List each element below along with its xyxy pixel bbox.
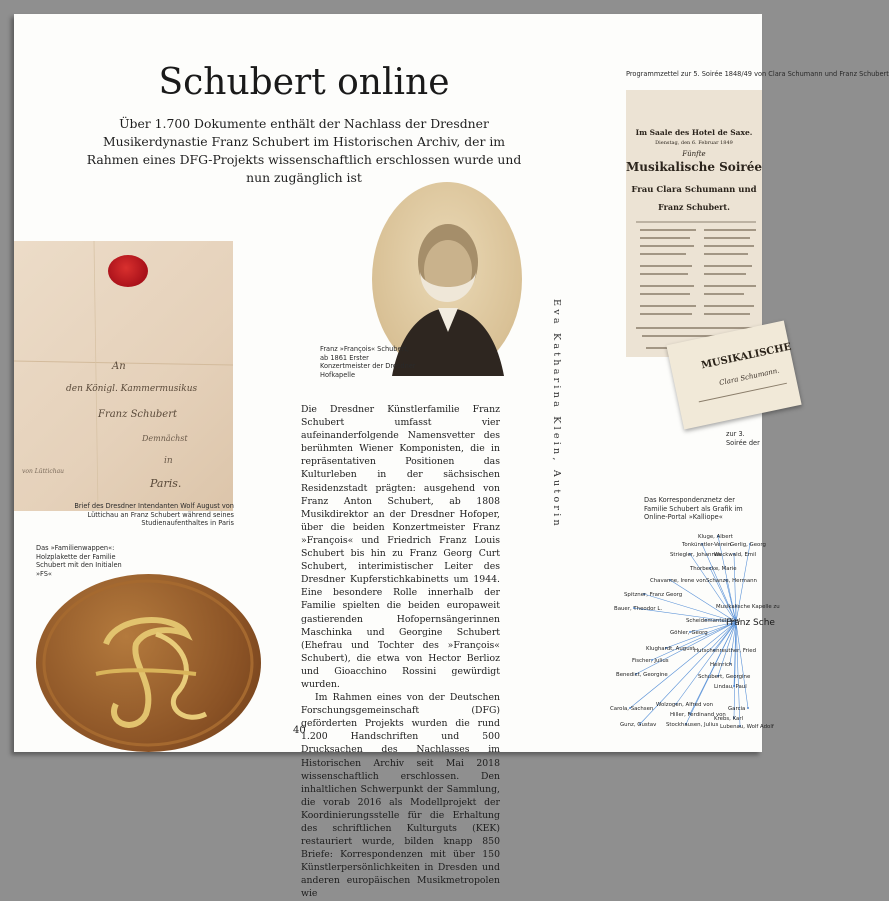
page-number: 40 xyxy=(293,725,306,736)
network-node-label[interactable]: Bauer, Theodor L. xyxy=(614,606,663,612)
network-node-label[interactable]: Gunz, Gustav xyxy=(620,722,657,728)
network-node-label[interactable]: Carola, Sachsen xyxy=(610,706,654,712)
page-title: Schubert online xyxy=(158,62,450,103)
network-node-label[interactable]: Klughardt, August xyxy=(646,646,695,652)
letter-line-4: Demnächst xyxy=(142,434,188,443)
article-body xyxy=(301,403,500,901)
letter-image xyxy=(14,241,233,511)
poster-heading-1: Fünfte xyxy=(682,150,706,158)
network-center-label: Franz Sche xyxy=(726,618,775,628)
body-paragraph-1: Die Dresdner Künstlerfamilie Franz Schubert umfasst vier aufeinanderfolgende Namensvetter des berühmten Wiener Komponisten, die in repräsentativen Positionen das Kulturleben in der sächsischen Residenzstadt prägten: ausgehend von Franz Anton Schubert, ab 1808 Musikdirektor an der Dresdner Hofoper, über die beiden Konzertmeister Franz »François« und Friedrich Franz Louis Schubert bis hin zu Franz Georg Curt Schubert, interimistischer Leiter des Dresdner Kupferstichkabinetts um 1944. Eine besondere Rolle innerhalb der Familie spielten die beiden europaweit gastierenden Hofopernsängerinnen Maschinka und Georgine Schubert (Ehefrau und Tochter des »François« Schubert), die etwa von Hector Berlioz und Gioacchino Rossini gewürdigt wurden. xyxy=(301,404,500,690)
network-node-label[interactable]: Fischer, Julius xyxy=(632,658,669,664)
letter-line-6: Paris. xyxy=(150,477,182,490)
caption-network: Das Korrespondenznetz der Familie Schubert als Grafik im Online-Portal »Kalliope« xyxy=(644,496,743,522)
network-node-label[interactable]: Göhler, Georg xyxy=(670,630,708,636)
letter-corner-note: von Lüttichau xyxy=(22,468,65,475)
letter-handwriting xyxy=(14,241,233,511)
caption-poster: Programmzettel zur 5. Soirée 1848/49 von Clara Schumann und Franz Schubert xyxy=(626,70,889,78)
network-node-label[interactable]: Kluge, Albert xyxy=(698,534,733,540)
poster-heading-2: Musikalische Soirée xyxy=(626,160,762,174)
network-edge xyxy=(652,622,736,660)
poster-venue: Im Saale des Hotel de Saxe. xyxy=(635,128,753,137)
ticket-title: MUSIKALISCHE xyxy=(700,341,793,372)
network-edge xyxy=(726,580,736,622)
letter-line-3: Franz Schubert xyxy=(98,409,178,420)
network-node-label[interactable]: Tonkünstler-Verein xyxy=(682,542,732,548)
network-node-label[interactable]: Lindau, Paul xyxy=(714,684,747,690)
program-poster-image xyxy=(626,90,762,357)
network-node-label[interactable]: Scheidemantel, Karl xyxy=(686,618,741,624)
network-node-label[interactable]: Heinrich xyxy=(710,662,733,668)
magazine-page xyxy=(14,14,889,900)
author-credit: Eva Katharina Klein, Autorin xyxy=(551,299,562,529)
network-node-label[interactable]: Schubert, Georgine xyxy=(698,674,751,680)
family-medal-image xyxy=(36,574,261,752)
caption-ticket: zur 3. Soirée der xyxy=(726,430,760,447)
network-node-label[interactable]: Striegler, Johannes xyxy=(670,552,722,558)
letter-line-5: in xyxy=(164,456,173,466)
network-node-label[interactable]: Spitzner, Franz Georg xyxy=(624,592,683,598)
network-node-dot xyxy=(747,707,749,709)
network-node-label[interactable]: Hiller, Ferdinand von xyxy=(670,712,726,718)
network-nodes xyxy=(610,534,780,730)
caption-letter: Brief des Dresdner Intendanten Wolf August von Lüttichau an Franz Schubert während seines Studienaufenthaltes in Paris xyxy=(74,502,234,528)
lead-paragraph: Über 1.700 Dokumente enthält der Nachlass der Dresdner Musikerdynastie Franz Schubert im Historischen Archiv, der im Rahmen eines DFG-Projekts wissenschaftlich erschlossen wurde und nun zugänglich ist xyxy=(86,116,522,185)
network-node-label[interactable]: Stockhausen, Julius xyxy=(666,722,719,728)
poster-program-lines xyxy=(626,90,762,357)
network-node-label[interactable]: Hutschenreuther, Fried xyxy=(694,648,756,654)
poster-date: Dienstag, den 6. Februar 1849 xyxy=(655,140,733,146)
letter-line-1: An xyxy=(112,361,126,372)
letter-line-2: den Königl. Kammermusikus xyxy=(66,384,198,394)
network-node-label[interactable]: Lubenau, Wolf Adolf xyxy=(720,724,774,730)
poster-by-1: Frau Clara Schumann und xyxy=(631,185,757,195)
network-node-label[interactable]: Thorbecke, Marie xyxy=(690,566,737,572)
monogram-icon xyxy=(36,574,261,752)
network-node-label[interactable]: Gerlig, Georg xyxy=(730,542,766,548)
caption-medal: Das »Familienwappen«: Holzplakette der Familie Schubert mit den Initialen »FS« xyxy=(36,544,122,578)
network-node-label[interactable]: Garcia xyxy=(728,706,746,712)
ticket-subtitle: Clara Schumann. xyxy=(718,366,781,388)
correspondence-network-graph[interactable] xyxy=(610,530,780,730)
caption-portrait: Franz »François« Schubert, ab 1861 Erster Konzertmeister der Dresdner Hofkapelle xyxy=(320,345,416,379)
network-node-label[interactable]: Chavanne, Irene von xyxy=(650,578,706,584)
network-node-label[interactable]: Schanze, Hermann xyxy=(706,578,757,584)
network-node-label[interactable]: Wolzogen, Alfred von xyxy=(656,702,714,708)
network-node-label[interactable]: Benedict, Georgine xyxy=(616,672,668,678)
body-paragraph-2: Im Rahmen eines von der Deutschen Forschungsgemeinschaft (DFG) geförderten Projekts wurden die rund 1.200 Handschriften und 500 Drucksachen des Nachlasses im Historischen Archiv seit Mai 2018 wissenschaftlich erschlossen. Den inhaltlichen Schwerpunkt der Sammlung, die vorab 2016 als Modellprojekt der Koordinierungsstelle für die Erhaltung des schriftlichen Kulturguts (KEK) restauriert wurde, bilden knapp 850 Briefe: Korrespondenzen mit über 150 Künstlerpersönlichkeiten in Dresden und anderen europäischen Musikmetropolen wie xyxy=(301,692,500,900)
network-node-label[interactable]: Musikalische Kapelle zu xyxy=(716,604,780,610)
network-node-label[interactable]: Krebs, Karl xyxy=(714,716,744,722)
network-node-label[interactable]: Weckwald, Emil xyxy=(714,552,757,558)
poster-by-2: Franz Schubert. xyxy=(658,202,730,212)
